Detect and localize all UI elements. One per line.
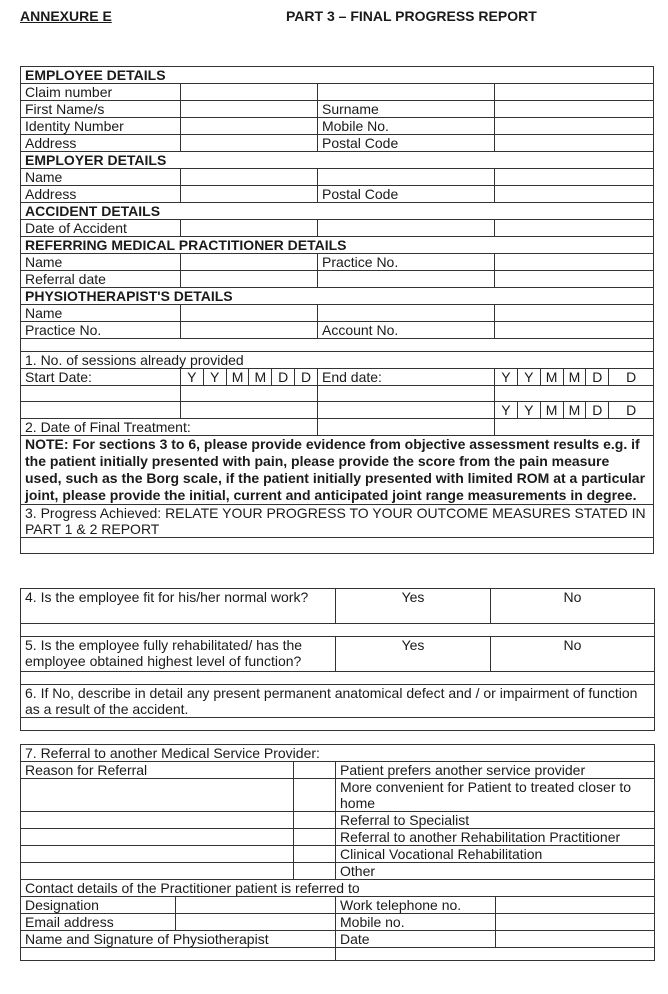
employer-postal-code-label: Postal Code — [317, 186, 494, 203]
reason-checkbox[interactable] — [294, 829, 336, 846]
surname-field[interactable] — [495, 101, 654, 118]
postal-code-field[interactable] — [495, 135, 654, 152]
fitness-question: 4. Is the employee fit for his/her normal work? — [21, 589, 336, 624]
email-label: Email address — [21, 914, 176, 931]
reason-label: Reason for Referral — [21, 762, 294, 779]
contact-details-label: Contact details of the Practitioner patient is referred to — [21, 880, 655, 897]
referring-name-field[interactable] — [180, 254, 317, 271]
start-date-label: Start Date: — [21, 369, 181, 386]
rehab-question: 5. Is the employee fully rehabilitated/ has the employee obtained highest level of function? — [21, 637, 336, 672]
rehab-yes-option[interactable]: Yes — [336, 637, 491, 672]
reason-checkbox[interactable] — [294, 779, 336, 812]
designation-field[interactable] — [176, 897, 336, 914]
final-treatment-field[interactable] — [495, 419, 654, 436]
date-label: Date — [336, 931, 496, 948]
signature-date-field[interactable] — [336, 948, 655, 961]
physio-name-label: Name — [21, 305, 181, 322]
final-date-box[interactable]: Y — [517, 402, 540, 419]
first-name-field[interactable] — [180, 101, 317, 118]
end-date-label: End date: — [317, 369, 494, 386]
physio-practice-field[interactable] — [180, 322, 317, 339]
accident-date-field[interactable] — [180, 220, 317, 237]
start-date-box[interactable]: M — [249, 369, 272, 386]
referral-option: Referral to Specialist — [336, 812, 655, 829]
employee-section-heading: EMPLOYEE DETAILS — [21, 67, 654, 84]
physio-name-field[interactable] — [180, 305, 317, 322]
start-date-box[interactable]: M — [226, 369, 249, 386]
defect-question: 6. If No, describe in detail any present permanent anatomical defect and / or impairment of function as a result of the accident. — [21, 685, 655, 718]
final-date-box[interactable]: D — [586, 402, 609, 419]
employer-address-field[interactable] — [180, 186, 317, 203]
questions-table — [20, 588, 655, 731]
end-date-box[interactable]: D — [609, 369, 654, 386]
account-no-label: Account No. — [317, 322, 494, 339]
mobile-field[interactable] — [495, 118, 654, 135]
sessions-question: 1. No. of sessions already provided — [21, 352, 654, 369]
accident-section-heading: ACCIDENT DETAILS — [21, 203, 654, 220]
referring-name-label: Name — [21, 254, 181, 271]
referral-option: Referral to another Rehabilitation Practitioner — [336, 829, 655, 846]
final-date-box[interactable]: Y — [495, 402, 518, 419]
referral-option: Other — [336, 863, 655, 880]
surname-label: Surname — [317, 101, 494, 118]
designation-label: Designation — [21, 897, 176, 914]
progress-question: 3. Progress Achieved: RELATE YOUR PROGRESS TO YOUR OUTCOME MEASURES STATED IN PART 1 & 2 REPORT — [21, 505, 654, 538]
referring-practice-label: Practice No. — [317, 254, 494, 271]
details-table — [20, 66, 654, 554]
start-date-box[interactable]: D — [272, 369, 295, 386]
physio-section-heading: PHYSIOTHERAPIST'S DETAILS — [21, 288, 654, 305]
referring-section-heading: REFERRING MEDICAL PRACTITIONER DETAILS — [21, 237, 654, 254]
signature-label: Name and Signature of Physiotherapist — [21, 931, 336, 948]
report-title: PART 3 – FINAL PROGRESS REPORT — [286, 8, 537, 24]
work-tel-label: Work telephone no. — [336, 897, 496, 914]
reason-checkbox[interactable] — [294, 762, 336, 779]
referral-mobile-label: Mobile no. — [336, 914, 496, 931]
progress-answer-field[interactable] — [21, 538, 654, 554]
end-date-box[interactable]: M — [540, 369, 563, 386]
signature-field[interactable] — [21, 948, 336, 961]
postal-code-label: Postal Code — [317, 135, 494, 152]
end-date-box[interactable]: M — [563, 369, 586, 386]
rehab-no-option[interactable]: No — [491, 637, 655, 672]
reason-checkbox[interactable] — [294, 846, 336, 863]
fitness-no-option[interactable]: No — [491, 589, 655, 624]
final-date-box[interactable]: M — [540, 402, 563, 419]
reason-checkbox[interactable] — [294, 863, 336, 880]
email-field[interactable] — [176, 914, 336, 931]
claim-number-label: Claim number — [21, 84, 181, 101]
final-date-box[interactable]: D — [609, 402, 654, 419]
reason-checkbox[interactable] — [294, 812, 336, 829]
referral-option: More convenient for Patient to treated closer to home — [336, 779, 655, 812]
end-date-box[interactable]: Y — [517, 369, 540, 386]
employer-postal-code-field[interactable] — [495, 186, 654, 203]
first-name-label: First Name/s — [21, 101, 181, 118]
accident-date-label: Date of Accident — [21, 220, 181, 237]
end-date-box[interactable]: D — [586, 369, 609, 386]
date-field[interactable] — [496, 931, 655, 948]
mobile-label: Mobile No. — [317, 118, 494, 135]
referral-table — [20, 744, 655, 961]
start-date-box[interactable]: Y — [180, 369, 203, 386]
end-date-box[interactable]: Y — [495, 369, 518, 386]
defect-answer-field[interactable] — [21, 718, 655, 731]
account-no-field[interactable] — [495, 322, 654, 339]
physio-practice-label: Practice No. — [21, 322, 181, 339]
referral-date-field[interactable] — [180, 271, 317, 288]
employer-address-label: Address — [21, 186, 181, 203]
employer-name-field[interactable] — [180, 169, 317, 186]
claim-number-field[interactable] — [180, 84, 317, 101]
referral-option: Patient prefers another service provider — [336, 762, 655, 779]
referral-option: Clinical Vocational Rehabilitation — [336, 846, 655, 863]
annex-label: ANNEXURE E — [20, 8, 112, 24]
referring-practice-field[interactable] — [495, 254, 654, 271]
work-tel-field[interactable] — [496, 897, 655, 914]
final-date-box[interactable]: M — [563, 402, 586, 419]
start-date-box[interactable]: D — [295, 369, 318, 386]
referral-mobile-field[interactable] — [496, 914, 655, 931]
start-date-box[interactable]: Y — [203, 369, 226, 386]
employer-section-heading: EMPLOYER DETAILS — [21, 152, 654, 169]
fitness-yes-option[interactable]: Yes — [336, 589, 491, 624]
final-treatment-label: 2. Date of Final Treatment: — [21, 419, 318, 436]
address-label: Address — [21, 135, 181, 152]
identity-number-field[interactable] — [180, 118, 317, 135]
identity-number-label: Identity Number — [21, 118, 181, 135]
referral-date-label: Referral date — [21, 271, 181, 288]
assessment-note: NOTE: For sections 3 to 6, please provide evidence from objective assessment results e.g. if the patient initially presented with pain, please provide the score from the pain measure used, such as the Borg scale, if the patient initially presented with limited ROM at a particular joint, please provide the initial, current and anticipated joint range measurements in degree. — [21, 436, 654, 505]
address-field[interactable] — [180, 135, 317, 152]
referral-question: 7. Referral to another Medical Service Provider: — [21, 745, 655, 762]
employer-name-label: Name — [21, 169, 181, 186]
